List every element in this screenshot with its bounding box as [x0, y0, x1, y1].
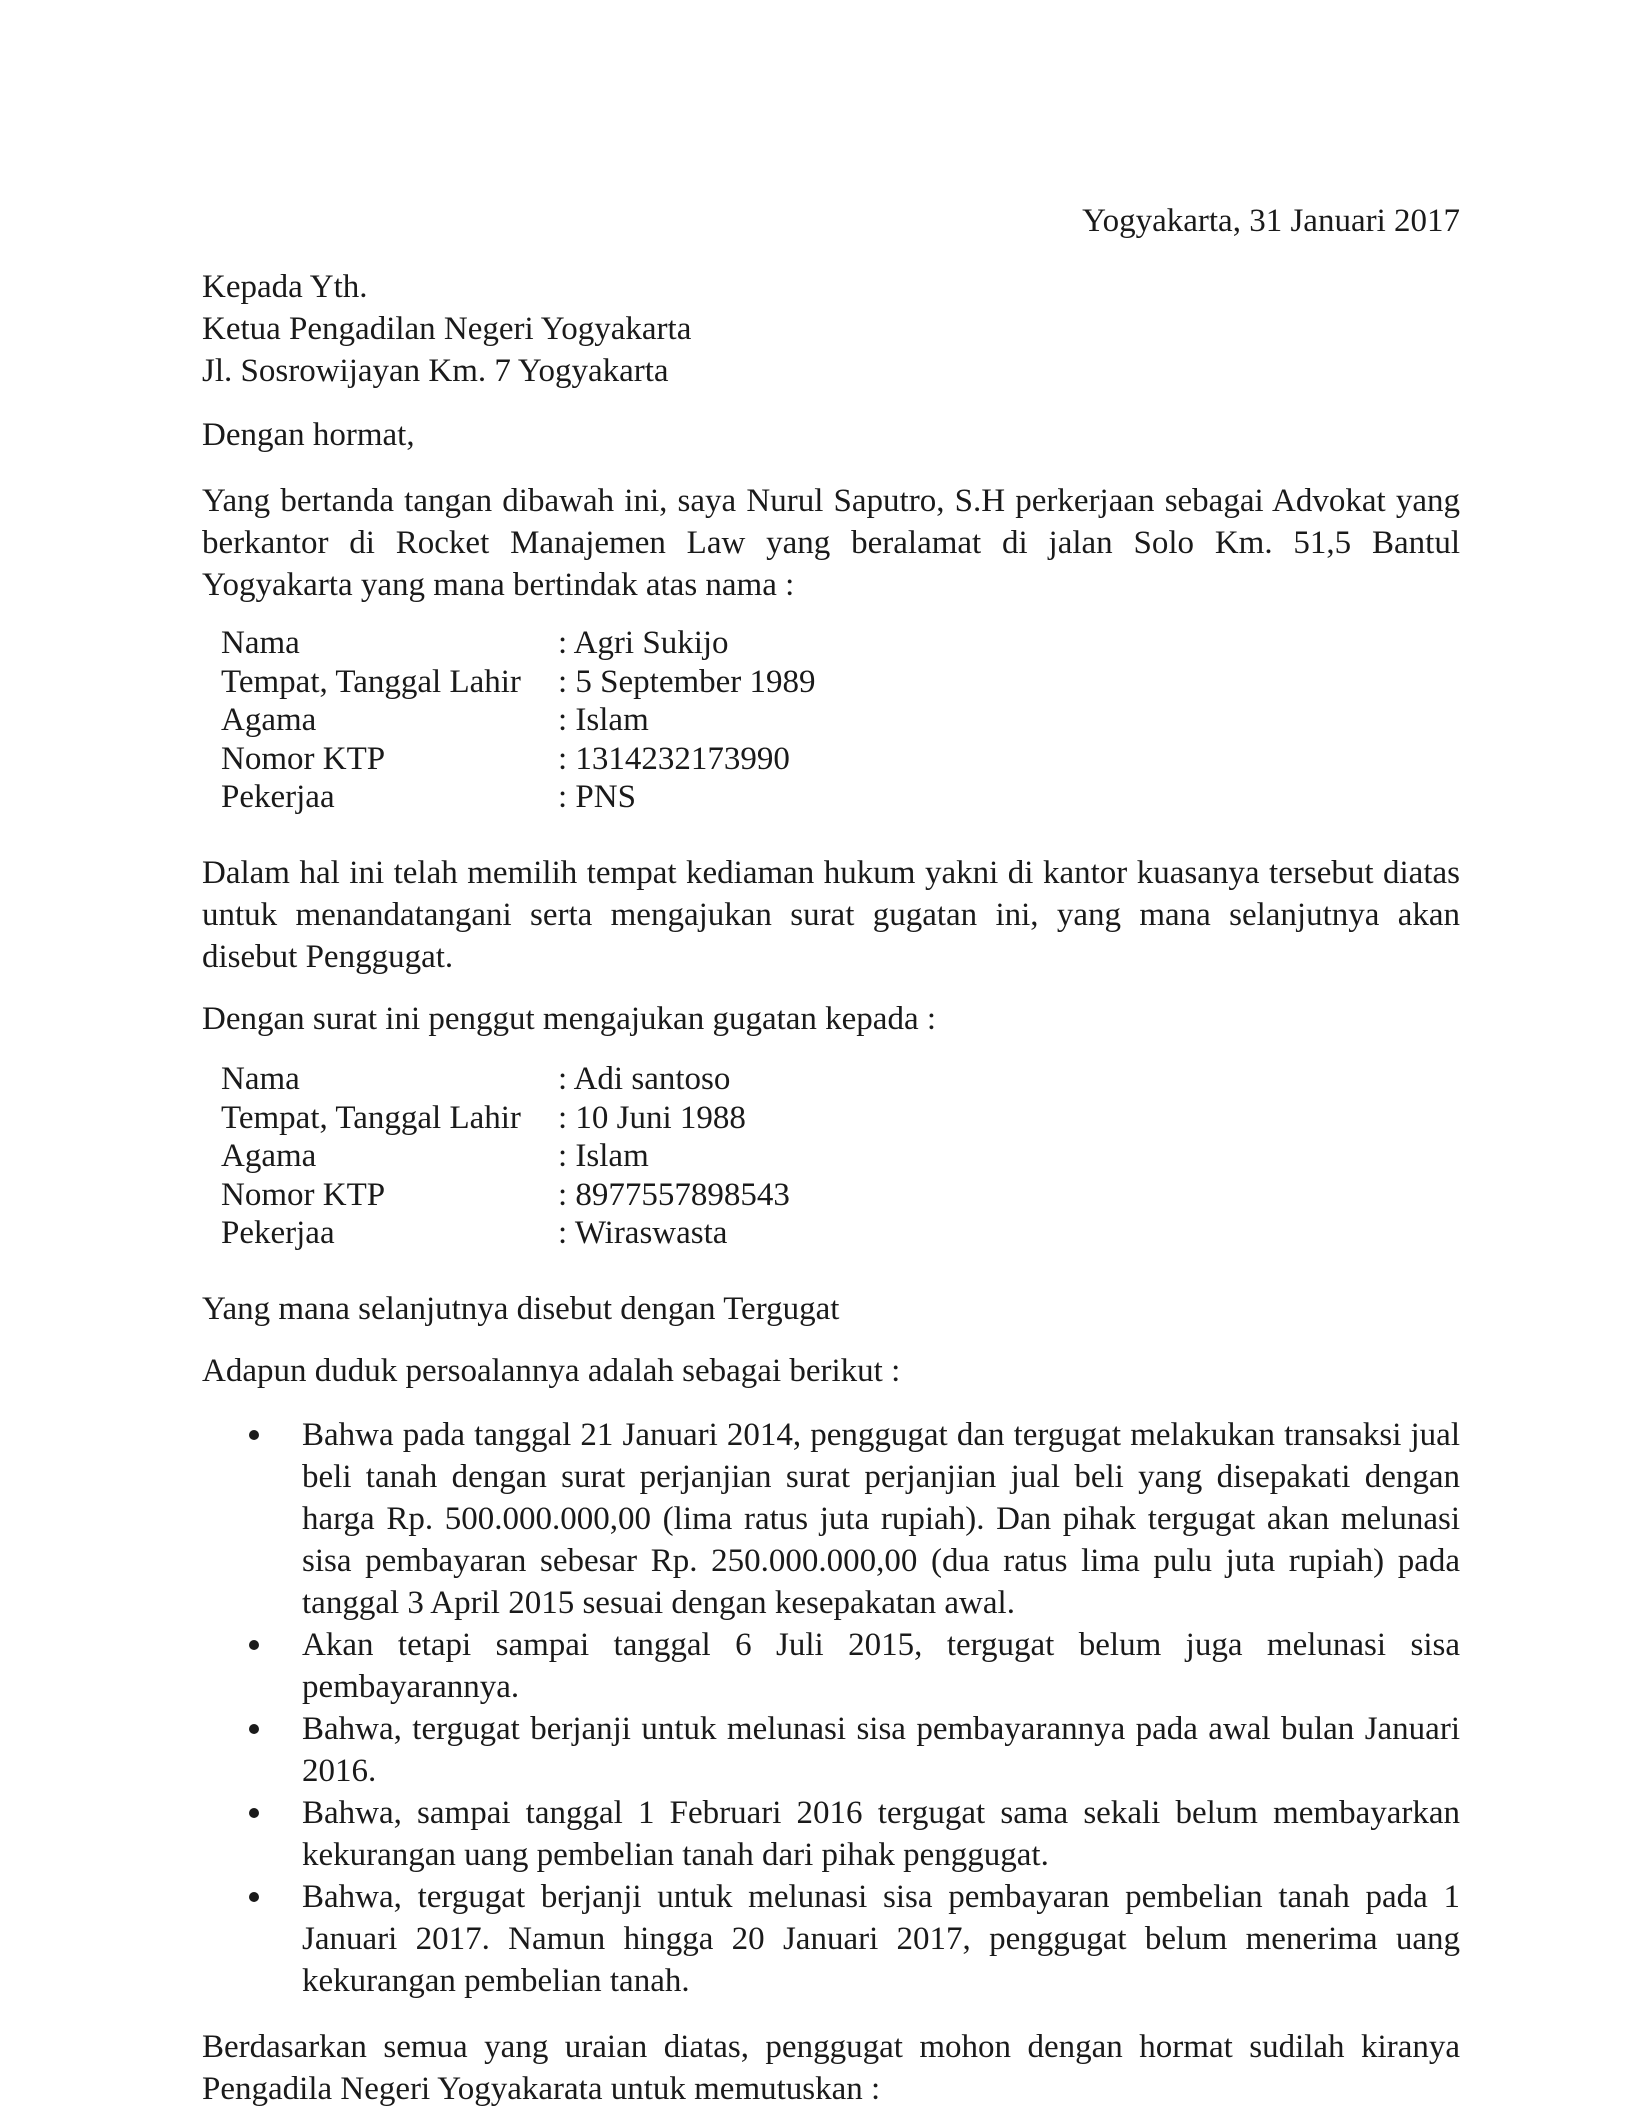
bullet-icon [249, 1724, 259, 1734]
identity-label: Nama [221, 625, 300, 661]
bullet-icon [249, 1640, 259, 1650]
identity-label: Pekerjaa [221, 779, 335, 816]
fact-text: Bahwa, tergugat berjanji untuk melunasi sisa pembayaran pembelian tanah pada 1 Januari 2017. Namun hingga 20 Januari 2017, penggugat belum menerima uang kekurangan pembelian tanah. [302, 1879, 1460, 1999]
identity-value: : Islam [558, 1138, 649, 1175]
identity-label: Pekerjaa [221, 1215, 335, 1252]
domicile-paragraph: Dalam hal ini telah memilih tempat kediaman hukum yakni di kantor kuasanya tersebut diatas untuk menandatangani serta mengajukan surat gugatan ini, yang mana selanjutnya akan disebut Penggugat. [202, 855, 1460, 975]
bullet-icon [249, 1808, 259, 1818]
intro-paragraph: Yang bertanda tangan dibawah ini, saya Nurul Saputro, S.H perkerjaan sebagai Advokat yang berkantor di Rocket Manajemen Law yang beralamat di jalan Solo Km. 51,5 Bantul Yogyakarta yang mana bertindak atas nama : [202, 483, 1460, 603]
identity-value: : Adi santoso [558, 1061, 731, 1097]
recipient-line: Jl. Sosrowijayan Km. 7 Yogyakarta [202, 353, 669, 389]
identity-value: : 5 September 1989 [558, 663, 816, 700]
defendant-note: Yang mana selanjutnya disebut dengan Tergugat [202, 1291, 840, 1327]
identity-value: : Wiraswasta [558, 1215, 728, 1252]
facts-list [202, 1414, 1460, 2002]
identity-label: Tempat, Tanggal Lahir [221, 663, 521, 700]
salutation: Dengan hormat, [202, 417, 415, 453]
fact-item [202, 1624, 1460, 1708]
identity-row [221, 1099, 790, 1138]
fact-text: Bahwa, sampai tanggal 1 Februari 2016 tergugat sama sekali belum membayarkan kekurangan uang pembelian tanah dari pihak penggugat. [302, 1795, 1460, 1873]
recipient-line: Kepada Yth. [202, 269, 368, 305]
bullet-icon [249, 1892, 259, 1902]
plaintiff-identity [221, 624, 816, 817]
fact-item [202, 1792, 1460, 1876]
bullet-icon [249, 1430, 259, 1440]
identity-value: : PNS [558, 779, 636, 816]
fact-text: Bahwa, tergugat berjanji untuk melunasi sisa pembayarannya pada awal bulan Januari 2016. [302, 1711, 1460, 1789]
identity-label: Agama [221, 702, 317, 739]
identity-label: Agama [221, 1138, 317, 1175]
fact-item [202, 1414, 1460, 1624]
identity-row [221, 778, 816, 817]
identity-row [221, 1176, 790, 1215]
fact-text: Bahwa pada tanggal 21 Januari 2014, penggugat dan tergugat melakukan transaksi jual beli tanah dengan surat perjanjian surat perjanjian jual beli yang disepakati dengan harga Rp. 500.000.000,00 (lima ratus juta rupiah). Dan pihak tergugat akan melunasi sisa pembayaran sebesar Rp. 250.000.000,00 (dua ratus lima pulu juta rupiah) pada tanggal 3 April 2015 sesuai dengan kesepakatan awal. [302, 1417, 1460, 1621]
identity-value: : 8977557898543 [558, 1176, 790, 1213]
conclusion-paragraph: Berdasarkan semua yang uraian diatas, penggugat mohon dengan hormat sudilah kiranya Pengadila Negeri Yogyakarata untuk memutuskan : [202, 2029, 1460, 2107]
fact-text: Akan tetapi sampai tanggal 6 Juli 2015, tergugat belum juga melunasi sisa pembayarannya. [302, 1627, 1460, 1705]
identity-row [221, 1060, 790, 1099]
fact-item [202, 1876, 1460, 2002]
identity-row [221, 663, 816, 702]
recipient-block [202, 266, 691, 392]
letter-date: Yogyakarta, 31 Januari 2017 [1082, 203, 1460, 239]
identity-row [221, 1214, 790, 1253]
facts-intro: Adapun duduk persoalannya adalah sebagai berikut : [202, 1353, 901, 1389]
identity-value: : Islam [558, 702, 649, 739]
identity-row [221, 701, 816, 740]
identity-label: Nama [221, 1061, 300, 1097]
identity-label: Nomor KTP [221, 740, 386, 777]
against-paragraph: Dengan surat ini penggut mengajukan gugatan kepada : [202, 1001, 937, 1037]
fact-item [202, 1708, 1460, 1792]
identity-row [221, 1137, 790, 1176]
defendant-identity [221, 1060, 790, 1253]
identity-value: : 10 Juni 1988 [558, 1099, 746, 1136]
identity-label: Tempat, Tanggal Lahir [221, 1099, 521, 1136]
identity-value: : Agri Sukijo [558, 625, 729, 661]
identity-label: Nomor KTP [221, 1176, 386, 1213]
recipient-line: Ketua Pengadilan Negeri Yogyakarta [202, 311, 692, 347]
identity-row [221, 624, 816, 663]
identity-row [221, 740, 816, 779]
identity-value: : 1314232173990 [558, 740, 790, 777]
